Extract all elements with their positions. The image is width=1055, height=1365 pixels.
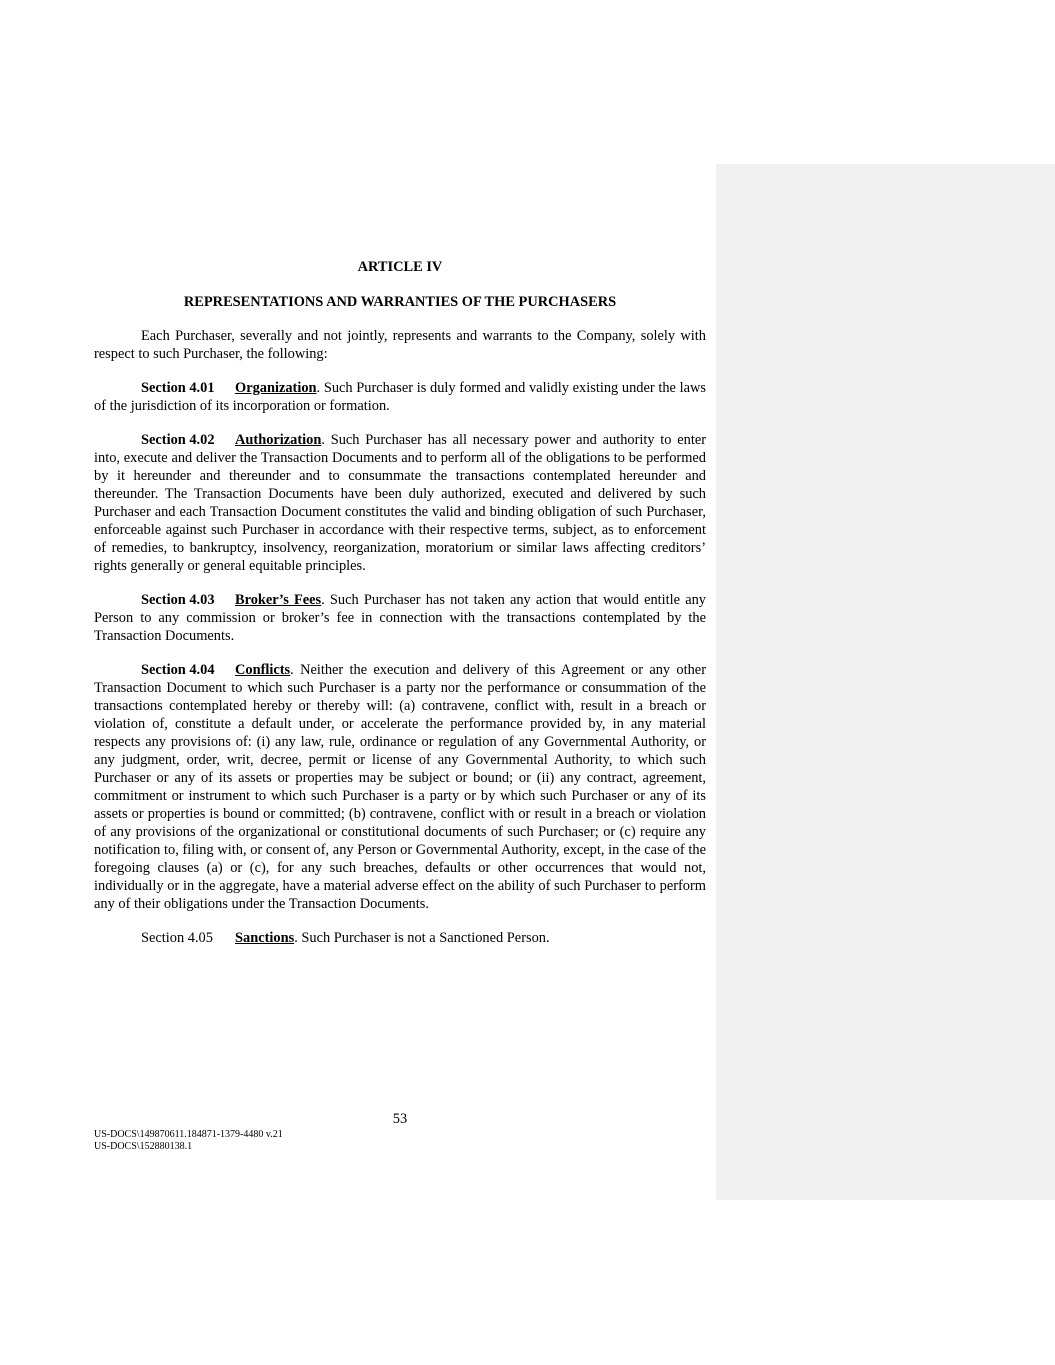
section-number: Section 4.01 (141, 380, 215, 396)
intro-paragraph: Each Purchaser, severally and not jointly, represents and warrants to the Company, solely with respect to such Purchaser, the following: (94, 328, 706, 362)
article-subtitle: REPRESENTATIONS AND WARRANTIES OF THE PURCHASERS (183, 294, 617, 310)
section-number: Section 4.03 (141, 592, 215, 608)
document-body (94, 258, 706, 963)
footer-doc-id: US-DOCS\149870611.184871-1379-4480 v.21 (94, 1129, 283, 1140)
section-body: . Such Purchaser is not a Sanctioned Person. (294, 930, 550, 946)
document-footer (94, 1129, 283, 1153)
footer-doc-id: US-DOCS\152880138.1 (94, 1141, 193, 1152)
section-title: Conflicts (235, 662, 291, 678)
section-number: Section 4.02 (141, 432, 215, 448)
section-4-03 (94, 591, 706, 645)
section-title: Organization (235, 380, 317, 396)
comment-pane (716, 164, 1055, 1200)
section-number: Section 4.05 (141, 930, 213, 946)
page-number: 53 (392, 1111, 408, 1127)
section-body: . Such Purchaser has all necessary power and authority to enter into, execute and deliver the Transaction Documents and to perform all of the obligations to be performed by it hereunder and thereunder and to consummate the transactions contemplated hereunder and thereunder. The Transaction Documents have been duly authorized, executed and delivered by such Purchaser and each Transaction Document constitutes the valid and binding obligation of such Purchaser, enforceable against such Purchaser in accordance with their respective terms, subject, as to enforcement of remedies, to bankruptcy, insolvency, reorganization, moratorium or similar laws affecting creditors’ rights generally or general equitable principles. (94, 432, 706, 574)
section-4-02 (94, 431, 706, 575)
section-4-01 (94, 379, 706, 415)
article-title: ARTICLE IV (357, 259, 443, 275)
section-body: . Such Purchaser is duly formed and validly existing under the laws of the jurisdiction of its incorporation or formation. (94, 380, 706, 414)
section-4-04 (94, 661, 706, 913)
section-body: . Such Purchaser has not taken any action that would entitle any Person to any commission or broker’s fee in connection with the transactions contemplated by the Transaction Documents. (94, 592, 706, 644)
section-4-05 (94, 929, 706, 947)
section-title: Broker’s Fees (235, 592, 322, 608)
section-title: Authorization (235, 432, 322, 448)
section-title: Sanctions (235, 930, 295, 946)
section-number: Section 4.04 (141, 662, 215, 678)
section-body: . Neither the execution and delivery of this Agreement or any other Transaction Document to which such Purchaser is a party nor the performance or consummation of the transactions contemplated hereby or thereby will: (a) contravene, conflict with, result in a breach or violation of, constitute a default under, or accelerate the performance provided by, in any material respects any provisions of: (i) any law, rule, ordinance or regulation of any Governmental Authority, or any judgment, order, writ, decree, permit or license of any Governmental Authority, to which such Purchaser or any of its assets or properties may be subject or bound; or (ii) any contract, agreement, commitment or instrument to which such Purchaser is a party or by which such Purchaser or any of its assets or properties is bound or committed; (b) contravene, conflict with or result in a breach or violation of any provisions of the organizational or constitutional documents of such Purchaser; or (c) require any notification to, filing with, or consent of, any Person or Governmental Authority, except, in the case of the foregoing clauses (a) or (c), for any such breaches, defaults or other occurrences that would not, individually or in the aggregate, have a material adverse effect on the ability of such Purchaser to perform any of their obligations under the Transaction Documents. (94, 662, 706, 912)
